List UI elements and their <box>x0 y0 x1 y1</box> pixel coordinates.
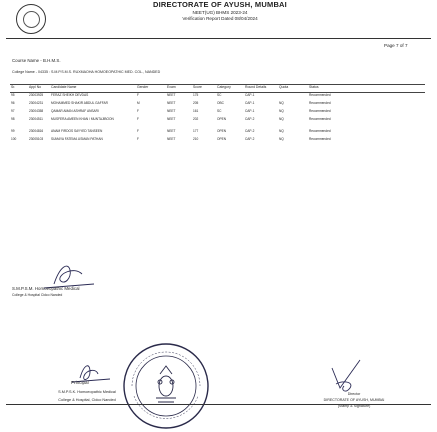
cell-status: Recommended <box>309 117 331 121</box>
cell-gender: M <box>137 101 140 105</box>
signature-left-line3: College & Hospital, Cidco Nanded <box>58 398 116 402</box>
col-quota: Quota <box>279 85 289 89</box>
cell-quota: NQ <box>279 101 284 105</box>
cell-sr: 98 <box>11 117 15 121</box>
cell-score: 210 <box>193 137 199 141</box>
signature-right-title: Director <box>347 392 361 396</box>
cell-score: 177 <box>193 129 199 133</box>
cell-appl-no: 23004358 <box>29 109 44 113</box>
header-divider <box>6 38 431 39</box>
col-exam: Exam <box>167 85 176 89</box>
cell-exam: NEET <box>167 137 176 141</box>
footer-divider <box>6 404 431 405</box>
cell-candidate-name: SUMAYA FATEMA USMAN PATHAN <box>51 137 103 141</box>
cell-sr: 96 <box>11 101 15 105</box>
cell-category: OPEN <box>217 117 227 121</box>
cell-candidate-name: ANAM FIRDOS SAYYED TANSEEN <box>51 129 103 133</box>
table-row <box>10 117 425 129</box>
ayush-emblem-logo <box>16 4 46 34</box>
cell-category: SC <box>217 93 222 97</box>
cell-quota: NQ <box>279 109 284 113</box>
header-title: DIRECTORATE OF AYUSH, MUMBAI <box>153 0 287 9</box>
cell-round-details: CAP-1 <box>245 93 255 97</box>
official-seal-icon <box>120 340 212 432</box>
table-row <box>10 101 425 109</box>
cell-gender: F <box>137 117 139 121</box>
college-name: College Name - 04335 : S.M.P.S.M.S. RUXMAOHA HOMOEOPATHIC MED. COL., NANDED <box>12 70 161 74</box>
col-sr: Sr. <box>11 85 16 89</box>
col-score: Score <box>193 85 202 89</box>
table-row <box>10 137 425 145</box>
table-row <box>10 109 425 117</box>
cell-round-details: CAP-2 <box>245 117 255 121</box>
cell-appl-no: 23004231 <box>29 101 44 105</box>
cell-category: SC <box>217 109 222 113</box>
cell-gender: F <box>137 93 139 97</box>
cell-category: OPEN <box>217 129 227 133</box>
candidate-table <box>10 84 425 145</box>
cell-category: OPEN <box>217 137 227 141</box>
col-candidate-name: Candidate Name <box>51 85 77 89</box>
page-number: Page 7 of 7 <box>384 43 408 48</box>
cell-exam: NEET <box>167 129 176 133</box>
cell-status: Recommended <box>309 109 331 113</box>
cell-quota: NQ <box>279 137 284 141</box>
table-header-row <box>10 85 425 93</box>
cell-gender: F <box>137 129 139 133</box>
cell-exam: NEET <box>167 109 176 113</box>
cell-appl-no: 23004816 <box>29 129 44 133</box>
cell-gender: F <box>137 137 139 141</box>
cell-gender: F <box>137 109 139 113</box>
header-subtitle-exam: NEET(UG) BHMS 2023-24 <box>192 10 248 15</box>
cell-sr: 97 <box>11 109 15 113</box>
cell-sr: 100 <box>11 137 17 141</box>
cell-quota: NQ <box>279 129 284 133</box>
cell-round-details: CAP-1 <box>245 101 255 105</box>
cell-score: 205 <box>193 101 199 105</box>
cell-sr: 99 <box>11 129 15 133</box>
cell-appl-no: 23004511 <box>29 117 43 121</box>
signature-right-office: DIRECTORATE OF AYUSH, MUMBAI <box>323 398 385 402</box>
signature-mid-line1: S.M.P.S.M. Homoeopathic Medical <box>12 286 80 291</box>
cell-appl-no: 23005103 <box>29 137 44 141</box>
table-row <box>10 93 425 102</box>
signature-mid-line2: College & Hospital Cidco Nanded <box>12 293 63 297</box>
col-category: Category <box>217 85 231 89</box>
col-status: Status <box>309 85 319 89</box>
cell-category: OBC <box>217 101 224 105</box>
col-round-details: Round Details <box>245 85 267 89</box>
principal-signature <box>50 354 130 414</box>
cell-exam: NEET <box>167 117 176 121</box>
cell-score: 175 <box>193 93 199 97</box>
cell-sr: 95 <box>11 93 15 97</box>
cell-status: Recommended <box>309 129 331 133</box>
cell-round-details: CAP-1 <box>245 109 255 113</box>
table-row <box>10 129 425 137</box>
cell-exam: NEET <box>167 101 176 105</box>
cell-score: 161 <box>193 109 199 113</box>
course-name: Course Name - B.H.M.S. <box>12 58 61 63</box>
cell-quota: NQ <box>279 117 284 121</box>
cell-quota <box>278 93 308 102</box>
signature-right-stamp: (Stamp & Signature) <box>337 404 371 408</box>
cell-candidate-name: QAMAR AMAN ASHRAF ANSARI <box>51 109 99 113</box>
col-appl-no: Appl No <box>29 85 42 89</box>
cell-candidate-name: MOHAMMED SHAKIR ABDUL GAFFAR <box>51 101 108 105</box>
cell-candidate-name: MUSFERA AMEEN KHAN / MUNTAJIBOON <box>51 117 114 121</box>
col-gender: Gender <box>137 85 149 89</box>
cell-status: Recommended <box>309 93 331 97</box>
cell-candidate-name: FERAZ SHEIKH DEVDAS <box>51 93 89 97</box>
cell-round-details: CAP-2 <box>245 129 255 133</box>
cell-status: Recommended <box>309 101 331 105</box>
cell-appl-no: 23003925 <box>29 93 44 97</box>
cell-status: Recommended <box>309 137 331 141</box>
signature-left-line2: S.M.P.S.K. Homoeopathic Medical <box>58 390 116 394</box>
header-subtitle-report: Verification Report Dated 08/04/2024 <box>182 16 258 21</box>
cell-round-details: CAP-2 <box>245 137 255 141</box>
signature-left-title: Principal <box>71 380 89 385</box>
cell-exam: NEET <box>167 93 176 97</box>
cell-score: 202 <box>193 117 199 121</box>
